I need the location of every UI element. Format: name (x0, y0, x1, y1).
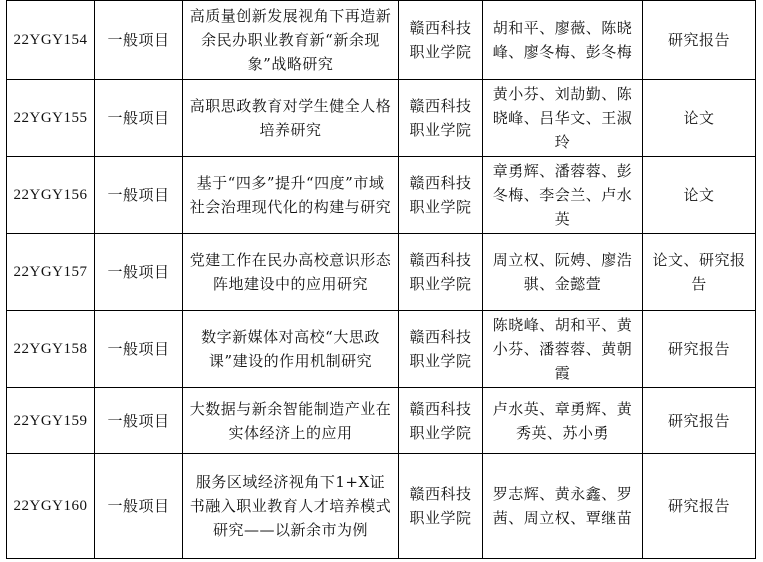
project-result: 论文、研究报告 (643, 234, 756, 311)
project-result: 论文 (643, 80, 756, 157)
project-members: 周立权、阮娉、廖浩骐、金懿萱 (483, 234, 643, 311)
project-code: 22YGY160 (7, 454, 95, 559)
project-unit: 赣西科技职业学院 (399, 311, 483, 388)
project-unit: 赣西科技职业学院 (399, 454, 483, 559)
project-category: 一般项目 (95, 157, 183, 234)
project-unit: 赣西科技职业学院 (399, 388, 483, 454)
project-category: 一般项目 (95, 388, 183, 454)
project-code: 22YGY156 (7, 157, 95, 234)
project-members: 罗志辉、黄永鑫、罗茜、周立权、覃继苗 (483, 454, 643, 559)
project-result: 研究报告 (643, 311, 756, 388)
project-unit: 赣西科技职业学院 (399, 80, 483, 157)
table-row (7, 454, 756, 559)
project-result: 研究报告 (643, 454, 756, 559)
project-code: 22YGY154 (7, 1, 95, 80)
project-category: 一般项目 (95, 80, 183, 157)
project-category: 一般项目 (95, 1, 183, 80)
project-topic: 数字新媒体对高校“大思政课”建设的作用机制研究 (183, 311, 399, 388)
project-result: 研究报告 (643, 388, 756, 454)
project-unit: 赣西科技职业学院 (399, 157, 483, 234)
project-topic: 党建工作在民办高校意识形态阵地建设中的应用研究 (183, 234, 399, 311)
project-code: 22YGY157 (7, 234, 95, 311)
project-unit: 赣西科技职业学院 (399, 234, 483, 311)
project-table (6, 0, 756, 559)
project-code: 22YGY159 (7, 388, 95, 454)
project-members: 卢水英、章勇辉、黄秀英、苏小勇 (483, 388, 643, 454)
project-category: 一般项目 (95, 234, 183, 311)
table-row (7, 388, 756, 454)
table-row (7, 157, 756, 234)
table-row (7, 1, 756, 80)
project-members: 章勇辉、潘蓉蓉、彭冬梅、李会兰、卢水英 (483, 157, 643, 234)
project-category: 一般项目 (95, 454, 183, 559)
table-row (7, 80, 756, 157)
project-members: 陈晓峰、胡和平、黄小芬、潘蓉蓉、黄朝霞 (483, 311, 643, 388)
project-members: 黄小芬、刘劼勤、陈晓峰、吕华文、王淑玲 (483, 80, 643, 157)
project-result: 研究报告 (643, 1, 756, 80)
project-unit: 赣西科技职业学院 (399, 1, 483, 80)
table-row (7, 311, 756, 388)
table-row (7, 234, 756, 311)
project-topic: 高职思政教育对学生健全人格培养研究 (183, 80, 399, 157)
project-result: 论文 (643, 157, 756, 234)
project-code: 22YGY158 (7, 311, 95, 388)
project-code: 22YGY155 (7, 80, 95, 157)
project-members: 胡和平、廖薇、陈晓峰、廖冬梅、彭冬梅 (483, 1, 643, 80)
project-category: 一般项目 (95, 311, 183, 388)
project-topic: 大数据与新余智能制造产业在实体经济上的应用 (183, 388, 399, 454)
project-topic: 高质量创新发展视角下再造新余民办职业教育新“新余现象”战略研究 (183, 1, 399, 80)
project-topic: 服务区域经济视角下1+X证书融入职业教育人才培养模式研究——以新余市为例 (183, 454, 399, 559)
project-topic: 基于“四多”提升“四度”市域社会治理现代化的构建与研究 (183, 157, 399, 234)
